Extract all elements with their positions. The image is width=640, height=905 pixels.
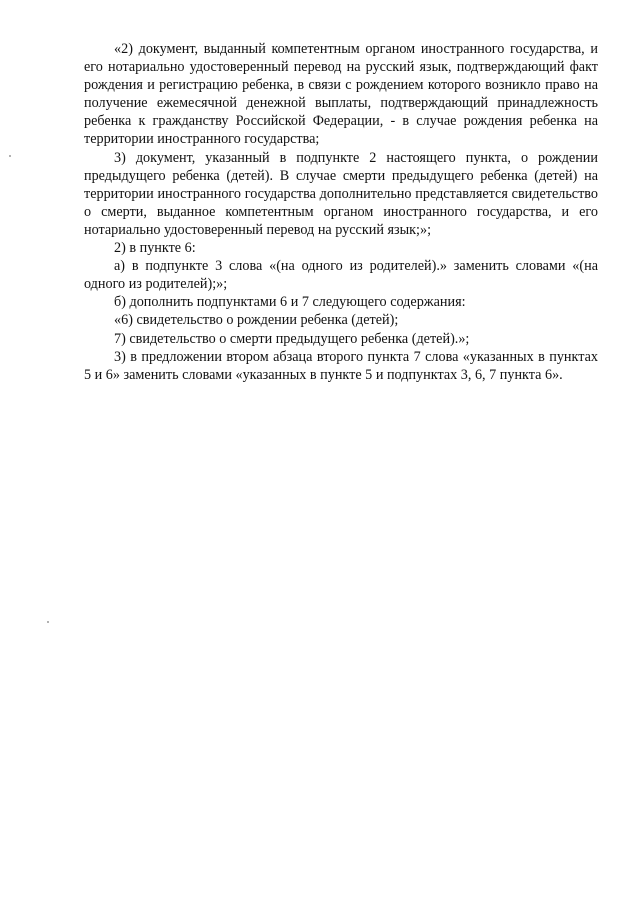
paragraph-item-3-previous-child: 3) документ, указанный в подпункте 2 настоящего пункта, о рождении предыдущего ребенка (детей). В случае смерти предыдущего ребенка (детей) на территории иностранного государства дополнительно представляется свидетельство о смерти, выданное компетентным органом иностранного государства, и его нотариально удостоверенный перевод на русский язык;»; (84, 149, 598, 238)
paragraph-subpoint-b: б) дополнить подпунктами 6 и 7 следующего содержания: (114, 294, 466, 311)
paragraph-item-2-document: «2) документ, выданный компетентным органом иностранного государства, и его нотариально удостоверенный перевод на русский язык, подтверждающий факт рождения и регистрацию ребенка, в связи с рождением которого возникло право на получение ежемесячной денежной выплаты, подтверждающий принадлежность ребенка к гражданству Российской Федерации, - в случае рождения ребенка на территории иностранного государства; (84, 41, 598, 148)
paragraph-subpoint-a: а) в подпункте 3 слова «(на одного из родителей).» заменить словами «(на одного из родителей);»; (84, 258, 598, 293)
scan-speck (47, 621, 49, 623)
paragraph-item-7-death-certificate: 7) свидетельство о смерти предыдущего ребенка (детей).»; (114, 330, 470, 347)
paragraph-point-2: 2) в пункте 6: (114, 240, 196, 257)
scan-speck (9, 155, 11, 157)
document-body (84, 40, 598, 384)
paragraph-item-6-birth-certificate: «6) свидетельство о рождении ребенка (детей); (114, 312, 399, 329)
paragraph-point-3: 3) в предложении втором абзаца второго пункта 7 слова «указанных в пунктах 5 и 6» заменить словами «указанных в пункте 5 и подпунктах 3, 6, 7 пункта 6». (84, 348, 598, 383)
